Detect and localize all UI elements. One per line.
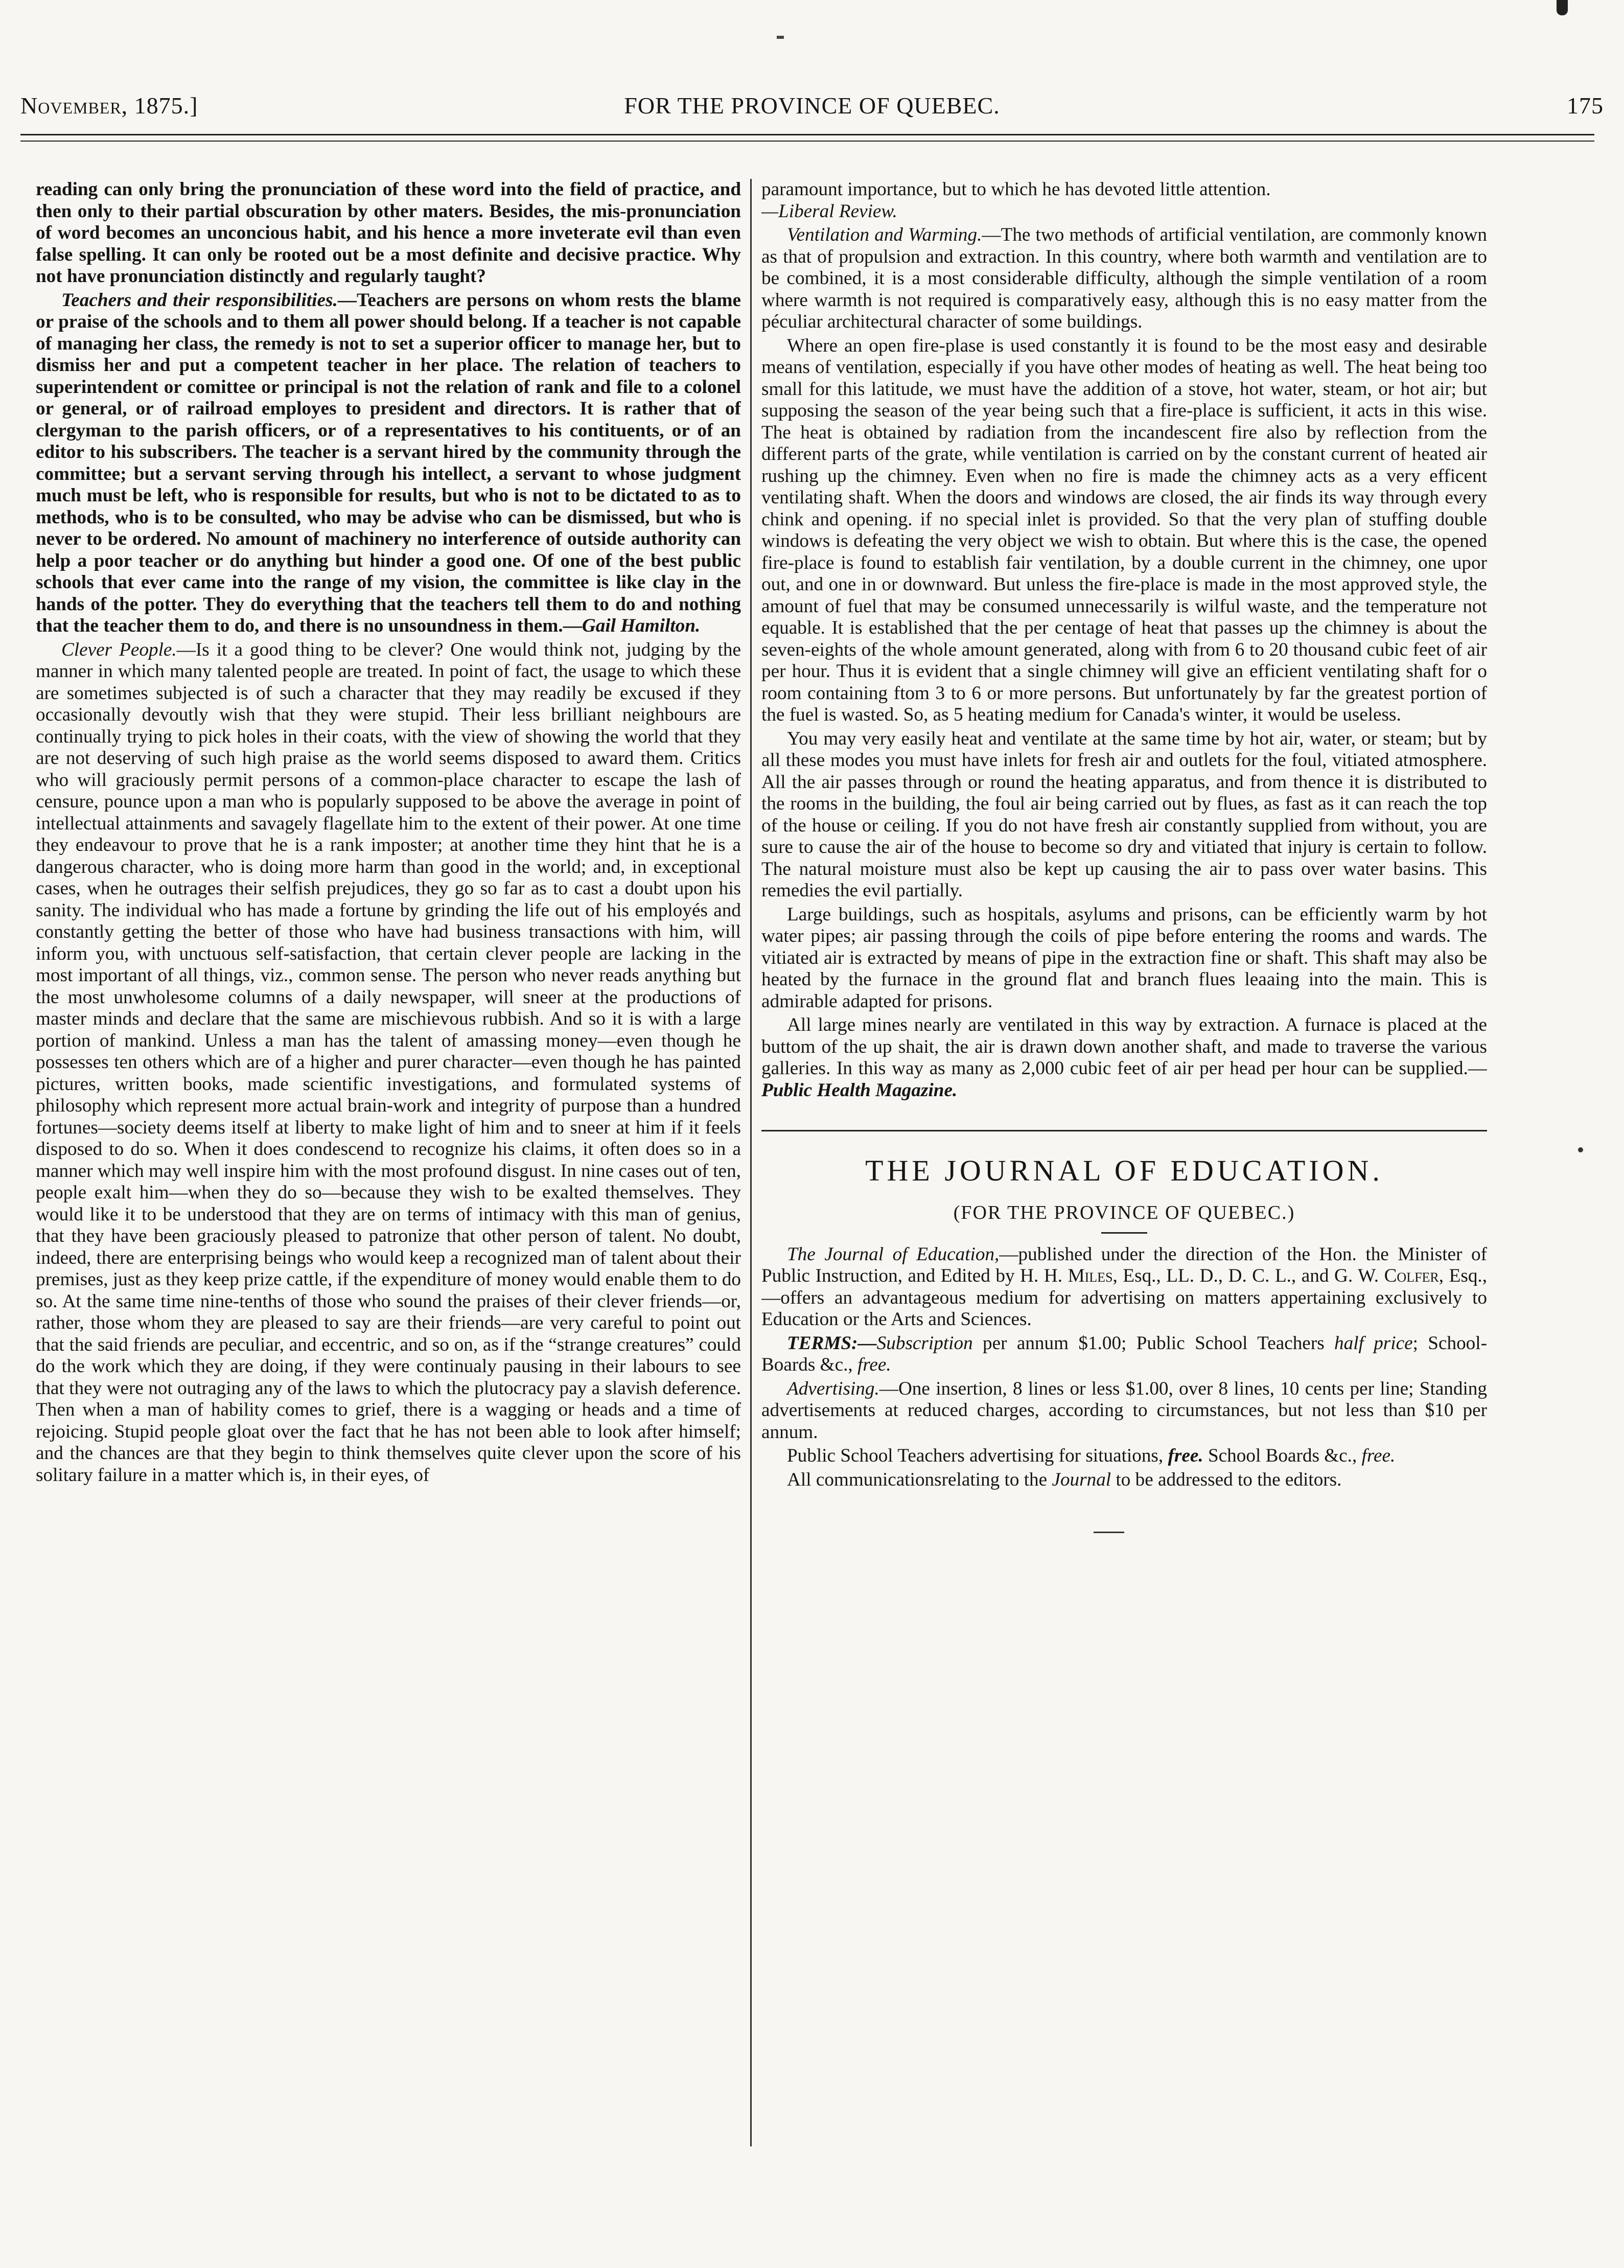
masthead-subtitle: (FOR THE PROVINCE OF QUEBEC.)	[953, 1202, 1295, 1223]
article-paragraph	[761, 1014, 1487, 1101]
masthead-terms	[761, 1333, 1487, 1376]
article-paragraph: You may very easily heat and ventilate at the same time by hot air, water, or steam; but by all these modes you must have inlets for fresh air and outlets for the foul, vitiated atmosphere. All the air passes through or round the heating apparatus, and from thence it is distributed to the rooms in the building, the foul air being carried out by flues, as fast as it can reach the top of the house or ceiling. If you do not have fresh air constantly supplied from without, you are sure to cause the air of the house to become so dry and vitiated that injury is certain to follow. The natural moisture must also be kept up causing the air to pass over water basins. This remedies the evil partially.	[761, 728, 1487, 901]
running-title: FOR THE PROVINCE OF QUEBEC.	[624, 92, 1000, 119]
article-body: —The two methods of artificial ventilation, are commonly known as that of propulsion and extraction. In this country, where both warmth and ventilation are to be combined, it is a most considerable difficulty, although the simple ventilation of a room where warmth is not required is comparatively easy, although this is no easy matter from the péculiar architectural character of some buildings.	[761, 224, 1487, 332]
article-clever-people	[36, 639, 741, 1487]
header-rule	[20, 134, 1594, 142]
masthead-teachers-ads	[761, 1445, 1487, 1467]
print-speck	[777, 36, 784, 39]
print-mark	[1557, 0, 1568, 15]
article-paragraph: Large buildings, such as hospitals, asylums and prisons, can be efficiently warm by hot water pipes; air passing through the coils of pipe before entering the rooms and wards. The vitiated air is extracted by means of pipe in the extraction fine or shaft. This shaft may also be heated by the furnace in the ground flat and branch flues leaaing into the main. This is admirable adapted for prisons.	[761, 904, 1487, 1012]
masthead-intro	[761, 1244, 1487, 1331]
article-continuation	[761, 179, 1487, 222]
column-divider	[750, 179, 752, 2146]
intro-text: , Esq.,—offers an advantageous medium for advertising on matters appertaining exclusively to Education or the Arts and Sciences.	[761, 1265, 1487, 1330]
terms-text: per annum $1.00; Public School Teachers	[972, 1332, 1335, 1354]
subscription-label: Subscription	[876, 1332, 973, 1354]
journal-name: The Journal of Education,	[787, 1243, 1000, 1265]
half-price: half price	[1334, 1332, 1413, 1354]
end-dash	[1094, 1532, 1124, 1533]
masthead-advertising	[761, 1378, 1487, 1444]
editor-name: Colfer	[1384, 1265, 1439, 1286]
article-body: paramount importance, but to which he has devoted little attention.	[761, 179, 1271, 200]
free-label: free.	[1361, 1445, 1396, 1466]
issue-date: November, 1875.]	[20, 92, 198, 119]
left-column	[36, 179, 741, 2146]
notice-text: Public School Teachers advertising for situations,	[787, 1445, 1168, 1466]
masthead-communications	[761, 1469, 1487, 1491]
intro-text: —published under the direction of the Hon. the Minister of Public Instruction, and Edited by H. H.	[761, 1243, 1487, 1286]
right-column	[761, 179, 1487, 2146]
short-rule	[1101, 1232, 1147, 1234]
free-label: free.	[857, 1354, 891, 1375]
advertising-text: —One insertion, 8 lines or less $1.00, over 8 lines, 10 cents per line; Standing advertisements at reduced charges, according to circumstances, but not less than $10 per annum.	[761, 1378, 1487, 1443]
notice-text: All communicationsrelating to the	[787, 1469, 1052, 1490]
article-teachers	[36, 290, 741, 637]
page-number: 175	[1567, 92, 1604, 119]
print-speck	[1578, 1147, 1583, 1152]
article-ventilation	[761, 224, 1487, 333]
terms-text: ; School-Boards &c.,	[761, 1332, 1487, 1375]
article-source: Gail Hamilton.	[582, 615, 701, 636]
free-label: free.	[1168, 1445, 1203, 1466]
notice-text: to be addressed to the editors.	[1111, 1469, 1342, 1490]
section-rule	[761, 1130, 1487, 1131]
editor-name: Miles	[1068, 1265, 1113, 1286]
terms-separator: :—	[851, 1332, 877, 1354]
running-head	[0, 92, 1624, 123]
journal-name: Journal	[1052, 1469, 1111, 1490]
terms-label: TERMS	[787, 1332, 852, 1354]
advertising-label: Advertising.	[787, 1378, 879, 1399]
article-paragraph: Where an open fire-plase is used constantly it is found to be the most easy and desirable means of ventilation, especially if you have other modes of heating as well. The heat being too small for this latitude, we must have the addition of a stove, hot water, steam, or hot air; but supposing the season of the year being such that a fire-place is sufficient, it acts in this wise. The heat is obtained by radiation from the incandescent fire also by reflection from the different parts of the grate, while ventilation is carried on by the constant current of heated air rushing up the chimney. Even when no fire is made the chimney acts as a very efficent ventilating shaft. When the doors and windows are closed, the air finds its way through every chink and opening. if no special inlet is provided. So that the very plan of stuffing double windows is defeating the very object we wish to obtain. But where this is the case, the opened fire-place is found to establish fair ventilation, by a double current in the chimney, one upor out, and one in or downward. But unless the fire-place is made in the most approved style, the amount of fuel that may be consumed unnecessarily is wilful waste, and the temperature not equable. It is established that the per centage of heat that passes up the chimney is about the seven-eights of the whole amount generated, along with from 6 to 20 thousand cubic feet of air per hour. Thus it is evident that a single chimney will give an efficient ventilating shaft for o room containing ftom 3 to 6 or more persons. But unfortunately by far the greatest portion of the fuel is wasted. So, as 5 heating medium for Canada's winter, it would be useless.	[761, 335, 1487, 725]
article-body: —Teachers are persons on whom rests the blame or praise of the schools and to them all power should belong. If a teacher is not capable of managing her class, the remedy is not to set a superior officer to manage her, but to dismiss her and put a competent teacher in her place. The relation of teachers to superintendent or comittee or principal is not the relation of rank and file to a colonel or general, or of railroad employes to president and directors. It is rather that of clergyman to the parish officers, or of a representatives to his contituents, or of an editor to his subscribers. The teacher is a servant hired by the community through the committee; but a servant serving through his intellect, a servant to whose judgment much must be left, who is responsible for results, but who is not to be dictated to as to methods, who is to be consulted, who may be advise who can be dismissed, but who is never to be ordered. No amount of machinery no interference of outside authority can help a poor teacher or do anything but hinder a good one. Of one of the best public schools that ever came into the range of my vision, the committee is like clay in the hands of the potter. They do everything that the teachers tell them to do and nothing that the teacher them to do, and there is no unsoundness in them.—	[36, 289, 741, 636]
notice-text: School Boards &c.,	[1203, 1445, 1362, 1466]
article-continuation: reading can only bring the pronunciation of these word into the field of practice, and then only to their partial obscuration by other maters. Besides, the mis-pronunciation of word becomes an unconcious habit, and his hence a more inveterate evil than even false spelling. It can only be rooted out be a most definite and decisive practice. Why not have pronunciation distinctly and regularly taught?	[36, 179, 741, 287]
article-body: All large mines nearly are ventilated in this way by extraction. A furnace is placed at the buttom of the up shait, the air is drawn down another shaft, and made to traverse the various galleries. In this way as many as 2,000 cubic feet of air per head per hour can be supplied.—	[761, 1014, 1487, 1079]
article-source: Public Health Magazine.	[761, 1079, 958, 1101]
article-heading: Clever People.	[61, 639, 177, 660]
masthead-title: THE JOURNAL OF EDUCATION.	[865, 1154, 1383, 1187]
intro-text: , Esq., LL. D., D. C. L., and G. W.	[1112, 1265, 1384, 1286]
article-heading: Teachers and their responsibilities.	[61, 289, 338, 311]
article-heading: Ventilation and Warming.	[787, 224, 982, 245]
article-body: —Is it a good thing to be clever? One would think not, judging by the manner in which many talented people are treated. In point of fact, the usage to which these are sometimes subjected is of such a character that they may readily be excused if they occasionally devoutly wish that they were stupid. Their less brilliant neighbours are continually trying to pick holes in their coats, with the view of showing the world that they are not deserving of such high praise as the world seems disposed to award them. Critics who will graciously permit persons of a common-place character to escape the lash of censure, pounce upon a man who is popularly supposed to be above the average in point of intellectual attainments and savagely flagellate him to the extent of their power. At one time they endeavour to prove that he is a rank imposter; at another time they hint that he is a dangerous character, who is doing more harm than good in the world; and, in exceptional cases, when he outrages their selfish prejudices, they go so far as to cast a doubt upon his sanity. The individual who has made a fortune by grinding the life out of his employés and constantly getting the better of those who have had business transactions with him, will inform you, with unctuous self-satisfaction, that certain clever people are lacking in the most important of all things, viz., common sense. The person who never reads anything but the most unwholesome columns of a daily newspaper, will sneer at the productions of master minds and declare that the same are mischievous rubbish. And so it is with a large portion of mankind. Unless a man has the talent of amassing money—even though he possesses ten others which are of a higher and purer character—even though he has painted pictures, written books, made scientific investigations, and formulated systems of philosophy which represent more actual brain-work and integrity of purpose than a hundred fortunes—society deems itself at liberty to make light of him and to sneer at him if it feels disposed to do so. When it does condescend to recognize his claims, it often does so in a manner which may well inspire him with the most profound disgust. In nine cases out of ten, people exalt him—when they do so—because they wish to be exalted themselves. They would like it to be understood that they are on terms of intimacy with this man of genius, that they have been graciously pleased to patronize that other person of talent. No doubt, indeed, there are enterprising beings who would keep a recognized man of talent about their premises, just as they keep prize cattle, if the expenditure of money would enable them to do so. At the same time nine-tenths of those who sound the praises of their clever friends—or, rather, those whom they are pleased to say are their friends—are very careful to point out that the said friends are peculiar, and eccentric, and so on, as if the “strange creatures” could do the work which they are doing, if they were continualy pausing in their labours to see that they were not outraging any of the laws to which the plutocracy pay a slavish deference. Then when a man of hability comes to grief, there is a wagging or heads and a time of rejoicing. Stupid people gloat over the fact that he has not been able to look after himself; and the chances are that they begin to think themselves quite clever upon the score of his solitary failure in a matter which is, in their eyes, of	[36, 639, 741, 1486]
article-source: —Liberal Review.	[761, 200, 897, 222]
